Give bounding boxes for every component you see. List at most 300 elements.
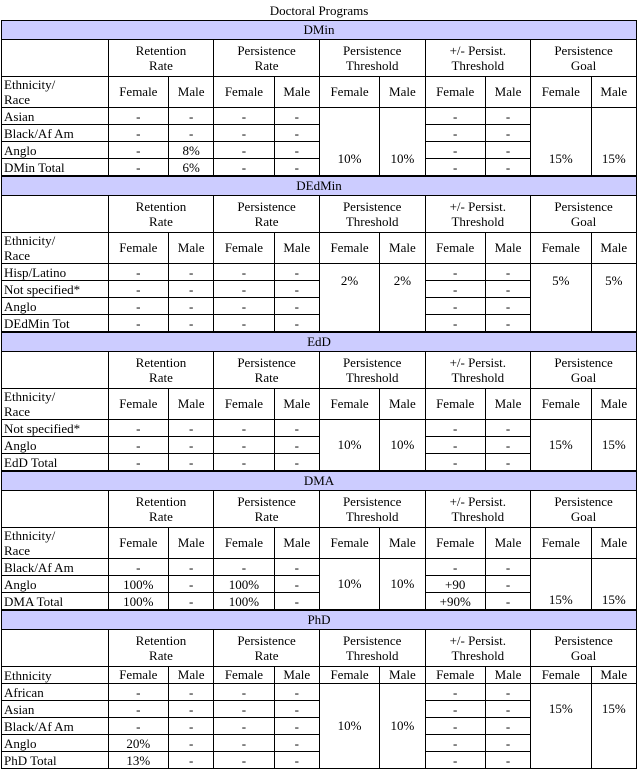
cell-retention-male: -	[169, 298, 214, 315]
sub-header-female: Female	[531, 667, 591, 684]
cell-goal-male: 5%	[591, 264, 637, 332]
cell-threshold-female: 10%	[319, 559, 379, 610]
cell-threshold-male: 10%	[380, 684, 425, 769]
program-table	[1, 20, 637, 176]
column-group-header-line1: Persistence	[237, 494, 296, 509]
cell-retention-male: -	[169, 125, 214, 142]
column-group-header-line2: Rate	[254, 370, 279, 385]
cell-plusminus-male: -	[485, 264, 530, 281]
sub-header-female: Female	[214, 233, 274, 264]
cell-goal-male: 15%	[591, 559, 637, 610]
sub-header-male: Male	[169, 528, 214, 559]
sub-header-row	[2, 233, 637, 264]
row-header-label	[2, 77, 109, 108]
sub-header-male: Male	[591, 389, 637, 420]
column-group-header-line2: Rate	[149, 58, 173, 73]
row-label: Not specified*	[2, 281, 109, 298]
sub-header-male: Male	[380, 389, 425, 420]
column-group-header-line2: Rate	[254, 509, 279, 524]
cell-retention-male: -	[169, 576, 214, 593]
cell-retention-male: -	[169, 701, 214, 718]
cell-plusminus-male: -	[485, 420, 530, 437]
program-name: EdD	[2, 333, 637, 352]
cell-retention-female: -	[108, 298, 168, 315]
cell-plusminus-female: -	[425, 108, 485, 125]
column-group-header	[319, 196, 425, 233]
sub-header-female: Female	[425, 77, 485, 108]
row-header-label-line1: Ethnicity	[4, 667, 52, 683]
table-row	[2, 420, 637, 437]
cell-persistence-male: -	[274, 576, 319, 593]
group-header-row	[2, 491, 637, 528]
column-group-header-line1: Persistence	[237, 43, 296, 58]
sub-header-male: Male	[380, 528, 425, 559]
row-label: Not specified*	[2, 420, 109, 437]
cell-plusminus-female: +90	[425, 576, 485, 593]
row-label: EdD Total	[2, 454, 109, 471]
column-group-header-line2: Goal	[570, 648, 597, 663]
cell-plusminus-female: -	[425, 315, 485, 332]
cell-goal-female: 5%	[531, 264, 591, 332]
sub-header-female: Female	[425, 667, 485, 684]
cell-plusminus-male: -	[485, 701, 530, 718]
cell-persistence-female: -	[214, 454, 274, 471]
cell-plusminus-male: -	[485, 437, 530, 454]
cell-threshold-male: 10%	[380, 420, 425, 471]
cell-plusminus-female: -	[425, 281, 485, 298]
cell-retention-male: -	[169, 454, 214, 471]
cell-plusminus-male: -	[485, 125, 530, 142]
row-label: Anglo	[2, 735, 109, 752]
sub-header-row	[2, 667, 637, 684]
cell-persistence-female: -	[214, 142, 274, 159]
program-table	[1, 332, 637, 471]
row-label: Hisp/Latino	[2, 264, 109, 281]
cell-plusminus-female: -	[425, 437, 485, 454]
cell-persistence-male: -	[274, 298, 319, 315]
sub-header-male: Male	[380, 77, 425, 108]
sub-header-female: Female	[319, 77, 379, 108]
sub-header-row	[2, 389, 637, 420]
column-group-header-line1: Persistence	[237, 355, 296, 370]
table-row	[2, 264, 637, 281]
cell-retention-female: -	[108, 281, 168, 298]
cell-goal-male: 15%	[591, 420, 637, 471]
cell-persistence-female: 100%	[214, 593, 274, 610]
sub-header-female: Female	[531, 389, 591, 420]
cell-retention-female: -	[108, 142, 168, 159]
column-group-header-line1: Retention	[135, 199, 187, 214]
column-group-header-line1: +/- Persist.	[449, 43, 507, 58]
cell-persistence-male: -	[274, 281, 319, 298]
row-label: DEdMin Tot	[2, 315, 109, 332]
cell-plusminus-female: -	[425, 125, 485, 142]
column-group-header-line1: Persistence	[237, 633, 296, 648]
cell-retention-male: -	[169, 684, 214, 701]
row-header-label	[2, 389, 109, 420]
cell-plusminus-male: -	[485, 718, 530, 735]
cell-retention-male: 8%	[169, 142, 214, 159]
cell-persistence-male: -	[274, 125, 319, 142]
cell-persistence-male: -	[274, 593, 319, 610]
cell-retention-male: -	[169, 437, 214, 454]
program-name: DEdMin	[2, 177, 637, 196]
cell-plusminus-female: -	[425, 454, 485, 471]
cell-persistence-male: -	[274, 264, 319, 281]
cell-retention-female: -	[108, 701, 168, 718]
cell-persistence-female: -	[214, 718, 274, 735]
cell-persistence-male: -	[274, 559, 319, 576]
cell-plusminus-female: -	[425, 559, 485, 576]
program-band-row	[2, 611, 637, 630]
sub-header-female: Female	[108, 528, 168, 559]
cell-retention-female: -	[108, 420, 168, 437]
column-group-header	[214, 40, 320, 77]
cell-persistence-female: -	[214, 735, 274, 752]
column-group-header-line1: Persistence	[342, 43, 402, 58]
cell-threshold-female: 10%	[319, 420, 379, 471]
row-label: Black/Af Am	[2, 125, 109, 142]
cell-plusminus-male: -	[485, 159, 530, 176]
cell-persistence-female: -	[214, 264, 274, 281]
cell-persistence-male: -	[274, 752, 319, 769]
sub-header-female: Female	[214, 77, 274, 108]
cell-plusminus-female: -	[425, 752, 485, 769]
cell-retention-female: 20%	[108, 735, 168, 752]
cell-retention-male: 6%	[169, 159, 214, 176]
cell-plusminus-male: -	[485, 576, 530, 593]
cell-persistence-male: -	[274, 718, 319, 735]
row-header-label-line1: Ethnicity/	[4, 528, 56, 543]
cell-plusminus-male: -	[485, 108, 530, 125]
cell-persistence-male: -	[274, 159, 319, 176]
column-group-header	[108, 630, 214, 667]
sub-header-row	[2, 528, 637, 559]
cell-retention-female: 100%	[108, 593, 168, 610]
column-group-header-line2: Threshold	[451, 214, 505, 229]
sub-header-female: Female	[214, 528, 274, 559]
cell-persistence-female: -	[214, 315, 274, 332]
cell-plusminus-female: -	[425, 298, 485, 315]
sub-header-female: Female	[108, 667, 168, 684]
sub-header-male: Male	[380, 233, 425, 264]
row-header-label	[2, 528, 109, 559]
row-header-label	[2, 233, 109, 264]
column-group-header-line2: Rate	[254, 214, 279, 229]
cell-plusminus-male: -	[485, 454, 530, 471]
sub-header-female: Female	[319, 528, 379, 559]
program-tables-container	[0, 20, 638, 769]
row-label: Anglo	[2, 142, 109, 159]
sub-header-male: Male	[169, 389, 214, 420]
cell-threshold-female: 10%	[319, 108, 379, 176]
cell-persistence-male: -	[274, 142, 319, 159]
cell-goal-male: 15%	[591, 684, 637, 769]
cell-retention-male: -	[169, 108, 214, 125]
column-group-header-line1: Persistence	[237, 199, 296, 214]
cell-persistence-female: -	[214, 420, 274, 437]
row-label: Black/Af Am	[2, 718, 109, 735]
column-group-header-line1: +/- Persist.	[449, 494, 507, 509]
row-label: Anglo	[2, 576, 109, 593]
sub-header-male: Male	[169, 667, 214, 684]
cell-threshold-male: 2%	[380, 264, 425, 332]
row-label: Black/Af Am	[2, 559, 109, 576]
column-group-header	[425, 196, 531, 233]
column-group-header-line2: Rate	[149, 648, 173, 663]
sub-header-male: Male	[591, 77, 637, 108]
cell-persistence-female: -	[214, 437, 274, 454]
cell-plusminus-female: -	[425, 159, 485, 176]
column-group-header-line2: Goal	[570, 370, 597, 385]
cell-retention-female: 13%	[108, 752, 168, 769]
group-header-row	[2, 630, 637, 667]
row-header-label-line1: Ethnicity/	[4, 389, 56, 404]
program-name: DMin	[2, 21, 637, 40]
sub-header-female: Female	[319, 667, 379, 684]
program-name: PhD	[2, 611, 637, 630]
column-group-header-line1: +/- Persist.	[449, 355, 507, 370]
program-band-row	[2, 21, 637, 40]
column-group-header	[531, 352, 637, 389]
column-group-header-line2: Threshold	[451, 370, 505, 385]
column-group-header	[531, 630, 637, 667]
row-label: Anglo	[2, 437, 109, 454]
row-label: DMin Total	[2, 159, 109, 176]
cell-goal-female: 15%	[531, 559, 591, 610]
program-table	[1, 610, 637, 769]
cell-persistence-male: -	[274, 684, 319, 701]
sub-header-female: Female	[108, 389, 168, 420]
cell-plusminus-female: -	[425, 735, 485, 752]
column-group-header	[531, 196, 637, 233]
sub-header-male: Male	[485, 77, 530, 108]
sub-header-male: Male	[485, 389, 530, 420]
column-group-header	[319, 491, 425, 528]
sub-header-female: Female	[531, 77, 591, 108]
row-label: Asian	[2, 108, 109, 125]
cell-plusminus-female: -	[425, 684, 485, 701]
sub-header-female: Female	[319, 233, 379, 264]
column-group-header	[108, 196, 214, 233]
cell-retention-male: -	[169, 559, 214, 576]
column-group-header-line1: Retention	[135, 355, 187, 370]
column-group-header-line1: Persistence	[554, 199, 613, 214]
cell-persistence-female: -	[214, 684, 274, 701]
column-group-header	[425, 40, 531, 77]
cell-plusminus-male: -	[485, 684, 530, 701]
cell-goal-female: 15%	[531, 420, 591, 471]
column-group-header	[214, 630, 320, 667]
cell-retention-male: -	[169, 718, 214, 735]
cell-plusminus-female: -	[425, 701, 485, 718]
column-group-header-line1: Retention	[135, 43, 187, 58]
cell-persistence-female: -	[214, 125, 274, 142]
column-group-header	[425, 630, 531, 667]
cell-persistence-male: -	[274, 315, 319, 332]
column-group-header-line2: Rate	[254, 58, 279, 73]
cell-retention-male: -	[169, 315, 214, 332]
cell-retention-male: -	[169, 752, 214, 769]
sub-header-male: Male	[274, 528, 319, 559]
column-group-header-line2: Threshold	[451, 648, 505, 663]
cell-plusminus-female: +90%	[425, 593, 485, 610]
sub-header-row	[2, 77, 637, 108]
cell-retention-female: -	[108, 159, 168, 176]
row-header-label-line2: Race	[4, 92, 30, 107]
row-header-label	[2, 667, 109, 684]
cell-plusminus-male: -	[485, 735, 530, 752]
row-label: Asian	[2, 701, 109, 718]
cell-plusminus-male: -	[485, 593, 530, 610]
column-group-header	[108, 40, 214, 77]
cell-retention-female: -	[108, 684, 168, 701]
corner-cell	[2, 196, 109, 233]
cell-retention-female: 100%	[108, 576, 168, 593]
sub-header-female: Female	[425, 528, 485, 559]
cell-goal-male: 15%	[591, 108, 637, 176]
cell-threshold-female: 2%	[319, 264, 379, 332]
column-group-header-line2: Threshold	[345, 370, 399, 385]
column-group-header-line2: Goal	[570, 58, 597, 73]
column-group-header-line2: Rate	[149, 370, 173, 385]
sub-header-male: Male	[485, 667, 530, 684]
cell-plusminus-male: -	[485, 298, 530, 315]
cell-retention-male: -	[169, 264, 214, 281]
cell-persistence-female: -	[214, 108, 274, 125]
cell-persistence-female: -	[214, 281, 274, 298]
corner-cell	[2, 352, 109, 389]
column-group-header-line2: Threshold	[345, 214, 399, 229]
column-group-header-line1: Retention	[135, 633, 187, 648]
cell-persistence-male: -	[274, 420, 319, 437]
cell-persistence-male: -	[274, 454, 319, 471]
column-group-header	[214, 491, 320, 528]
column-group-header-line2: Goal	[570, 509, 597, 524]
cell-persistence-female: -	[214, 701, 274, 718]
cell-plusminus-female: -	[425, 264, 485, 281]
cell-retention-male: -	[169, 281, 214, 298]
cell-persistence-female: -	[214, 159, 274, 176]
row-header-label-line2: Race	[4, 404, 30, 419]
column-group-header-line2: Rate	[254, 648, 279, 663]
column-group-header-line2: Rate	[149, 214, 173, 229]
column-group-header-line1: Persistence	[554, 355, 613, 370]
column-group-header-line1: Persistence	[554, 494, 613, 509]
cell-persistence-female: -	[214, 752, 274, 769]
program-band-row	[2, 177, 637, 196]
cell-plusminus-male: -	[485, 315, 530, 332]
sub-header-female: Female	[214, 389, 274, 420]
cell-retention-female: -	[108, 559, 168, 576]
column-group-header-line1: Retention	[135, 494, 187, 509]
table-row	[2, 684, 637, 701]
row-label: Anglo	[2, 298, 109, 315]
group-header-row	[2, 352, 637, 389]
cell-plusminus-male: -	[485, 281, 530, 298]
cell-plusminus-female: -	[425, 718, 485, 735]
sub-header-male: Male	[591, 528, 637, 559]
column-group-header	[531, 40, 637, 77]
column-group-header	[214, 196, 320, 233]
column-group-header	[425, 491, 531, 528]
column-group-header-line2: Threshold	[345, 58, 399, 73]
sub-header-female: Female	[214, 667, 274, 684]
sub-header-male: Male	[380, 667, 425, 684]
column-group-header-line1: Persistence	[554, 633, 613, 648]
sub-header-female: Female	[319, 389, 379, 420]
column-group-header	[108, 491, 214, 528]
program-table	[1, 471, 637, 610]
cell-persistence-male: -	[274, 108, 319, 125]
column-group-header-line1: Persistence	[342, 633, 402, 648]
sub-header-male: Male	[274, 667, 319, 684]
column-group-header-line2: Threshold	[451, 509, 505, 524]
column-group-header	[319, 352, 425, 389]
column-group-header	[108, 352, 214, 389]
row-label: African	[2, 684, 109, 701]
cell-plusminus-male: -	[485, 559, 530, 576]
sub-header-female: Female	[108, 233, 168, 264]
sub-header-male: Male	[169, 233, 214, 264]
sub-header-female: Female	[108, 77, 168, 108]
column-group-header-line2: Threshold	[451, 58, 505, 73]
sub-header-female: Female	[425, 389, 485, 420]
column-group-header	[214, 352, 320, 389]
sub-header-male: Male	[591, 233, 637, 264]
sub-header-male: Male	[169, 77, 214, 108]
cell-retention-female: -	[108, 264, 168, 281]
cell-threshold-male: 10%	[380, 559, 425, 610]
sub-header-male: Male	[274, 77, 319, 108]
column-group-header	[425, 352, 531, 389]
page-title: Doctoral Programs	[269, 3, 369, 18]
column-group-header-line2: Rate	[149, 509, 173, 524]
column-group-header-line1: +/- Persist.	[449, 633, 507, 648]
column-group-header-line2: Goal	[570, 214, 597, 229]
sub-header-male: Male	[591, 667, 637, 684]
cell-persistence-male: -	[274, 735, 319, 752]
sub-header-male: Male	[485, 233, 530, 264]
column-group-header	[319, 630, 425, 667]
column-group-header-line2: Threshold	[345, 648, 399, 663]
column-group-header-line1: Persistence	[342, 199, 402, 214]
group-header-row	[2, 40, 637, 77]
program-table	[1, 176, 637, 332]
cell-plusminus-male: -	[485, 142, 530, 159]
sub-header-female: Female	[531, 233, 591, 264]
cell-plusminus-male: -	[485, 752, 530, 769]
sub-header-male: Male	[485, 528, 530, 559]
table-row	[2, 108, 637, 125]
program-band-row	[2, 472, 637, 491]
cell-goal-female: 15%	[531, 684, 591, 769]
cell-retention-male: -	[169, 735, 214, 752]
column-group-header-line1: Persistence	[342, 494, 402, 509]
row-header-label-line2: Race	[4, 248, 30, 263]
cell-persistence-female: -	[214, 559, 274, 576]
cell-retention-female: -	[108, 718, 168, 735]
column-group-header-line1: Persistence	[554, 43, 613, 58]
cell-plusminus-female: -	[425, 142, 485, 159]
row-label: DMA Total	[2, 593, 109, 610]
cell-retention-female: -	[108, 125, 168, 142]
cell-retention-female: -	[108, 454, 168, 471]
column-group-header-line1: +/- Persist.	[449, 199, 507, 214]
column-group-header	[531, 491, 637, 528]
corner-cell	[2, 630, 109, 667]
cell-persistence-female: 100%	[214, 576, 274, 593]
